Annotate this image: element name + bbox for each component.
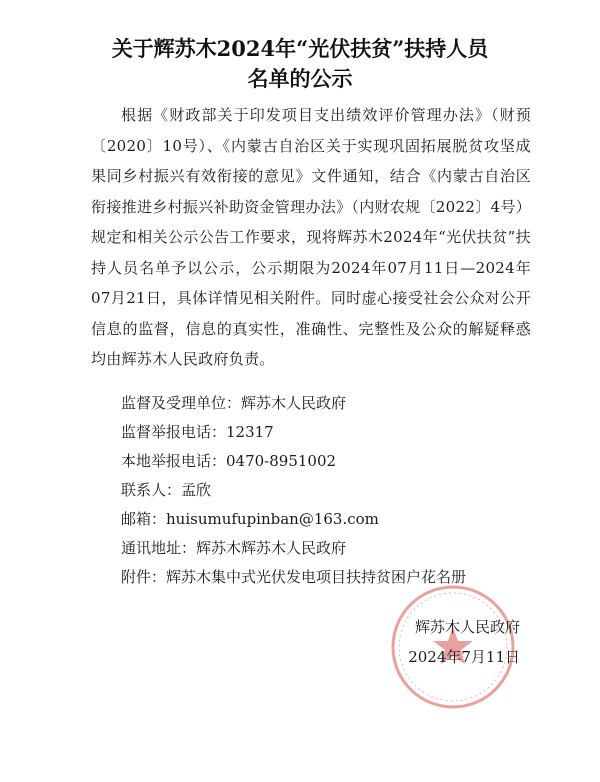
body-paragraph: 根据《财政部关于印发项目支出绩效评价管理办法》（财预〔2020〕10号）、《内蒙古自治区关于实现巩固拓展脱贫攻坚成果同乡村振兴有效衔接的意见》文件通知，结合《内蒙古自治区衔接推进乡村振兴补助资金管理办法》（内财农规〔2022〕4号）规定和相关公示公告工作要求，现将辉苏木2024年“光伏扶贫”扶持人员名单予以公示，公示期限为2024年07月11日—2024年07月21日，具体详情见相关附件。同时虚心接受社会公众对公开信息的监督，信息的真实性，准确性、完整性及公众的解疑释惑均由辉苏木人民政府负责。 bbox=[91, 106, 531, 368]
supervisor-unit: 监督及受理单位：辉苏木人民政府 bbox=[121, 394, 347, 412]
signature-org: 辉苏木人民政府 bbox=[414, 618, 520, 636]
signature-date: 2024年7月11日 bbox=[408, 648, 520, 666]
contact-person: 联系人：孟欣 bbox=[121, 481, 212, 499]
attachment: 附件：辉苏木集中式光伏发电项目扶持贫困户花名册 bbox=[121, 568, 467, 586]
title-line-1: 关于辉苏木2024年“光伏扶贫”扶持人员 bbox=[111, 36, 489, 61]
email: 邮箱：huisumufupinban@163.com bbox=[121, 510, 379, 528]
document-title bbox=[60, 34, 540, 94]
local-hotline: 本地举报电话：0470-8951002 bbox=[121, 452, 337, 470]
mailing-address: 通讯地址：辉苏木辉苏木人民政府 bbox=[121, 539, 347, 557]
title-line-2: 名单的公示 bbox=[247, 66, 353, 91]
hotline: 监督举报电话：12317 bbox=[121, 423, 274, 441]
